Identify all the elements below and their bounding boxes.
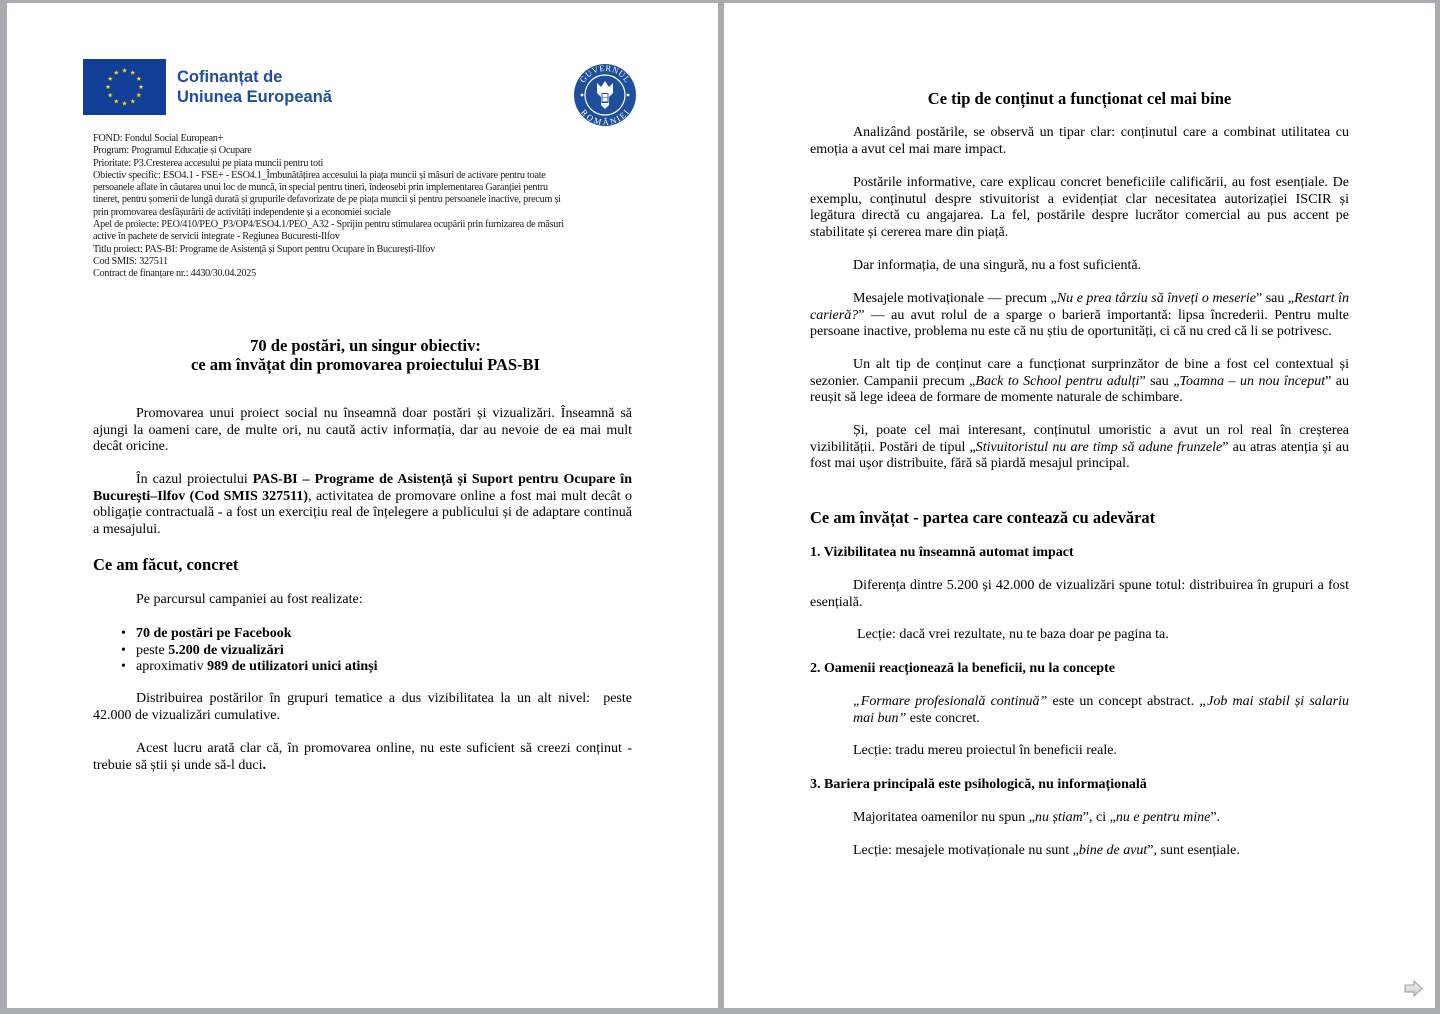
quote-italic: nu e pentru mine <box>1115 810 1211 825</box>
lesson-3-heading: 3. Bariera principală este psihologică, nu informațională <box>810 777 1147 792</box>
eu-star-icon <box>130 70 135 75</box>
project-metadata <box>93 133 638 281</box>
meta-line: Apel de proiecte: PEO/410/PEO_P3/OP4/ESO4.1/PEO_A32 - Sprijin pentru stimularea ocupării prin furnizarea de măsuri <box>93 219 564 231</box>
quote-italic: Nu e prea târziu să înveți o meserie <box>1056 291 1256 306</box>
eu-star-icon <box>108 76 113 81</box>
section-heading-content-type: Ce tip de conținut a funcționat cel mai bine <box>927 89 1232 108</box>
lesson-3-lesson: Lecție: mesajele motivaționale nu sunt „bine de avut”, sunt esențiale. <box>853 843 1240 858</box>
quote-italic: bine de avut <box>1078 843 1148 858</box>
context-paragraph <box>93 472 632 538</box>
quote-italic: Stivuitoristul nu are timp să adune frunzele <box>975 439 1223 455</box>
conclusion-paragraph: Acest lucru arată clar că, în promovarea online, nu este suficient să creezi conținut - trebuie să știi și unde să-l duci. <box>93 741 632 773</box>
meta-line: persoanele aflate în căutarea unui loc de muncă, în special pentru tineri, îndeosebi prin implementarea Garanției pentru <box>93 182 548 194</box>
lesson-3-text: Majoritatea oamenilor nu spun „nu știam”, ci „nu e pentru mine”. <box>853 810 1221 825</box>
eu-flag-icon <box>83 59 166 115</box>
stats-list <box>121 626 378 676</box>
quote-italic: Back to School pentru adulți <box>975 373 1140 389</box>
project-name-bold: PAS-BI – Programe de Asistență și Suport pentru Ocupare în București–Ilfov (Cod SMIS 327511) <box>93 472 632 504</box>
meta-line: tineret, pentru șomerii de lungă durată și grupurile defavorizate de pe piața muncii și pentru persoanele inactive, precum și <box>93 194 561 206</box>
lesson-2-lesson: Lecție: tradu mereu proiectul în beneficii reale. <box>853 743 1117 758</box>
eu-logo-line2: Uniunea Europeană <box>177 88 332 106</box>
motivational-paragraph: Mesajele motivaționale — precum „Nu e prea târziu să înveți o meserie” sau „Restart în carieră?” — au avut rolul de a sparge o barieră importantă: lipsa încrederii. Pentru multe persoane inactive, problema nu este că nu știu de oportunități, ci că nu cred că li se potrivesc. <box>810 291 1349 339</box>
eu-cofinanced-logo <box>83 59 332 115</box>
list-item: • 70 de postări pe Facebook <box>121 626 378 643</box>
distribution-paragraph: Distribuirea postărilor în grupuri tematice a dus vizibilitatea la un alt nivel: peste 42.000 de vizualizări cumulative. <box>93 691 636 723</box>
paragraph: Dar informația, de una singură, nu a fost suficientă. <box>853 258 1142 273</box>
quote-italic: „Formare profesională continuă” <box>853 694 1048 709</box>
context-post: , activitatea de promovare online a fost mai mult decât o obligație contractuală - a fost un exercițiu real de înțelegere a publicului și de adaptare continuă a mesajului. <box>93 488 632 537</box>
eu-star-icon <box>130 99 135 104</box>
section-heading-lessons: Ce am învățat - partea care contează cu adevărat <box>810 508 1156 527</box>
document-page-left <box>7 3 718 1008</box>
meta-line: active în pachete de servicii integrate - Regiunea Bucuresti-Ilfov <box>93 231 340 243</box>
eu-star-icon <box>106 84 111 89</box>
intro-paragraph: Promovarea unui proiect social nu înseamnă doar postări și vizualizări. Înseamnă să ajungi la oameni care, de multe ori, nu caută activ informația, dar au nevoie de ea mai mult decât oricine. <box>93 406 632 454</box>
title-line-1: 70 de postări, un singur obiectiv: <box>250 336 481 355</box>
eu-star-icon <box>114 99 119 104</box>
meta-line: Titlu proiect: PAS-BI: Programe de Asistență și Suport pentru Ocupare în București-Ilfov <box>93 243 435 255</box>
eu-star-icon <box>122 68 127 73</box>
eu-star-icon <box>108 93 113 98</box>
eu-star-icon <box>139 84 144 89</box>
meta-line: Obiectiv specific: ESO4.1 - FSE+ - ESO4.1_Îmbunătățirea accesului la piața muncii și măsuri de activare pentru toate <box>93 169 546 181</box>
list-item: • aproximativ 989 de utilizatori unici atinși <box>121 659 378 676</box>
section-heading-concrete: Ce am făcut, concret <box>93 555 239 574</box>
conclusion-text: Acest lucru arată clar că, în promovarea online, nu este suficient să creezi conținut - trebuie să știi și unde să-l duci <box>93 741 632 773</box>
eu-star-icon <box>122 101 127 106</box>
campaign-intro: Pe parcursul campaniei au fost realizate: <box>136 592 363 607</box>
meta-line: Contract de finanțare nr.: 4430/30.04.2025 <box>93 268 256 280</box>
lesson-1-lesson: Lecție: dacă vrei rezultate, nu te baza doar pe pagina ta. <box>857 627 1169 642</box>
quote-italic: „Job mai stabil și salariu mai bun” <box>853 694 1350 726</box>
eu-star-icon <box>136 76 141 81</box>
document-page-right <box>724 3 1435 1008</box>
quote-italic: nu știam <box>1034 810 1083 825</box>
meta-line: Prioritate: P3.Cresterea accesului pe piata muncii pentru toti <box>93 157 324 169</box>
title-line-2: ce am învățat din promovarea proiectului PAS-BI <box>191 355 540 374</box>
meta-line: Program: Programul Educație și Ocupare <box>93 145 252 157</box>
svg-text:ROMÂNIEI: ROMÂNIEI <box>578 107 632 127</box>
guvernul-romaniei-seal-icon <box>573 63 637 127</box>
svg-text:GUVERNUL: GUVERNUL <box>577 63 633 85</box>
document-title <box>93 336 638 374</box>
meta-line: prin promovarea desfășurării de activități independente și a economiei sociale <box>93 206 391 218</box>
meta-line: FOND: Fondul Social European+ <box>93 133 224 144</box>
quote-italic: Restart în carieră? <box>810 291 1349 323</box>
seasonal-paragraph: Un alt tip de conținut care a funcționat surprinzător de bine a fost cel contextual și sezonier. Campanii precum „Back to School pentru adulți” sau „Toamna – un nou început” au reușit să lege ideea de formare de momente naturale de schimbare. <box>810 357 1350 405</box>
list-item: • peste 5.200 de vizualizări <box>121 643 378 660</box>
eu-star-icon <box>114 70 119 75</box>
meta-line: Cod SMIS: 327511 <box>93 255 168 267</box>
context-pre: În cazul proiectului <box>136 472 253 487</box>
eu-logo-line1: Cofinanțat de <box>177 68 283 86</box>
quote-italic: Toamna – un nou început <box>1179 373 1326 389</box>
eu-star-icon <box>136 93 141 98</box>
lesson-2-heading: 2. Oamenii reacționează la beneficii, nu la concepte <box>810 661 1115 676</box>
lesson-1-text: Diferența dintre 5.200 și 42.000 de vizualizări spune totul: distribuirea în grupuri a fost esențială. <box>810 578 1349 610</box>
paragraph: Analizând postările, se observă un tipar clar: conținutul care a combinat utilitatea cu emoția a avut cel mai mare impact. <box>810 125 1349 157</box>
paragraph: Postările informative, care explicau concret beneficiile calificării, au fost esențiale. De exemplu, conținutul despre stivuitorist a evidențiat clar necesitatea autorizației ISCIR și legătura directă cu angajarea. La fel, postările despre lucrător comercial au pus accent pe stabilitate și cererea mare din piață. <box>810 175 1349 240</box>
lesson-2-text: „Formare profesională continuă” este un concept abstract. „Job mai stabil și salariu mai bun” este concret. <box>853 694 1350 726</box>
next-page-arrow-icon[interactable] <box>1404 980 1424 997</box>
humor-paragraph: Și, poate cel mai interesant, conținutul umoristic a avut un rol real în creșterea vizibilității. Postări de tipul „Stivuitoristul nu are timp să adune frunzele” au atras atenția și au fost mai ușor distribuite, fără să piardă mesajul principal. <box>810 423 1350 471</box>
lesson-1-heading: 1. Vizibilitatea nu înseamnă automat impact <box>810 545 1074 560</box>
